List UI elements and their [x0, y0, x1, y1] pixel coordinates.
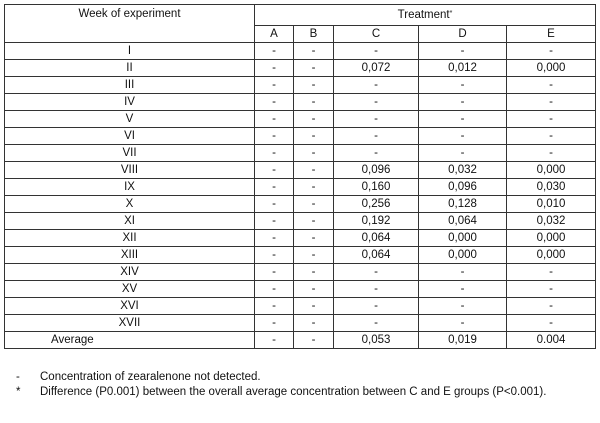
- value-cell-b: -: [294, 230, 334, 247]
- value-cell-b: -: [294, 281, 334, 298]
- value-cell-d: 0,032: [419, 162, 507, 179]
- week-cell: V: [5, 111, 255, 128]
- week-cell: XVI: [5, 298, 255, 315]
- value-cell-a: -: [255, 298, 294, 315]
- value-cell-a: -: [255, 179, 294, 196]
- value-cell-b: -: [294, 298, 334, 315]
- average-label: Average: [5, 332, 255, 349]
- average-cell-e: 0.004: [507, 332, 596, 349]
- value-cell-c: 0,096: [334, 162, 419, 179]
- value-cell-e: -: [507, 43, 596, 60]
- value-cell-b: -: [294, 111, 334, 128]
- group-header-d: D: [419, 26, 507, 43]
- week-cell: VII: [5, 145, 255, 162]
- value-cell-a: -: [255, 162, 294, 179]
- table-row: [5, 162, 596, 179]
- value-cell-c: -: [334, 264, 419, 281]
- week-cell: II: [5, 60, 255, 77]
- table-row: [5, 128, 596, 145]
- average-cell-b: -: [294, 332, 334, 349]
- value-cell-c: -: [334, 94, 419, 111]
- table-row: [5, 77, 596, 94]
- footnote-symbol: *: [16, 386, 21, 398]
- value-cell-c: -: [334, 111, 419, 128]
- value-cell-d: -: [419, 315, 507, 332]
- table-row: [5, 60, 596, 77]
- value-cell-e: -: [507, 281, 596, 298]
- average-cell-a: -: [255, 332, 294, 349]
- value-cell-e: -: [507, 111, 596, 128]
- table-row: [5, 43, 596, 60]
- week-cell: XII: [5, 230, 255, 247]
- value-cell-b: -: [294, 196, 334, 213]
- value-cell-e: 0,000: [507, 162, 596, 179]
- week-cell: VIII: [5, 162, 255, 179]
- value-cell-d: -: [419, 128, 507, 145]
- table-row: [5, 94, 596, 111]
- value-cell-b: -: [294, 179, 334, 196]
- value-cell-d: 0,128: [419, 196, 507, 213]
- treatment-footnote-mark: *: [449, 9, 453, 17]
- value-cell-c: 0,192: [334, 213, 419, 230]
- value-cell-d: -: [419, 77, 507, 94]
- table-row: [5, 247, 596, 264]
- value-cell-d: 0,000: [419, 230, 507, 247]
- value-cell-e: -: [507, 128, 596, 145]
- value-cell-d: -: [419, 264, 507, 281]
- week-column-label: Week of experiment: [78, 8, 181, 20]
- value-cell-e: 0,010: [507, 196, 596, 213]
- value-cell-b: -: [294, 213, 334, 230]
- value-cell-d: -: [419, 94, 507, 111]
- value-cell-d: -: [419, 281, 507, 298]
- footnote-text: Concentration of zearalenone not detected.: [40, 371, 261, 383]
- value-cell-b: -: [294, 162, 334, 179]
- value-cell-b: -: [294, 43, 334, 60]
- table-row: [5, 213, 596, 230]
- value-cell-d: 0,012: [419, 60, 507, 77]
- table-row: [5, 179, 596, 196]
- value-cell-c: -: [334, 315, 419, 332]
- value-cell-a: -: [255, 128, 294, 145]
- value-cell-e: -: [507, 315, 596, 332]
- table-row: [5, 315, 596, 332]
- value-cell-c: -: [334, 281, 419, 298]
- week-cell: III: [5, 77, 255, 94]
- value-cell-d: 0,096: [419, 179, 507, 196]
- treatment-column-label: Treatment: [397, 8, 450, 21]
- value-cell-e: -: [507, 264, 596, 281]
- week-cell: X: [5, 196, 255, 213]
- group-header-e: E: [507, 26, 596, 43]
- average-cell-d: 0,019: [419, 332, 507, 349]
- week-cell: IV: [5, 94, 255, 111]
- value-cell-b: -: [294, 247, 334, 264]
- table-body: [5, 43, 596, 349]
- table-row: [5, 111, 596, 128]
- week-cell: XIV: [5, 264, 255, 281]
- week-cell: XV: [5, 281, 255, 298]
- value-cell-a: -: [255, 77, 294, 94]
- average-cell-c: 0,053: [334, 332, 419, 349]
- table-row: [5, 230, 596, 247]
- value-cell-a: -: [255, 60, 294, 77]
- footnotes: [16, 370, 596, 400]
- week-cell: VI: [5, 128, 255, 145]
- value-cell-c: 0,064: [334, 230, 419, 247]
- value-cell-a: -: [255, 264, 294, 281]
- value-cell-b: -: [294, 145, 334, 162]
- table-row: [5, 264, 596, 281]
- week-cell: XIII: [5, 247, 255, 264]
- value-cell-b: -: [294, 264, 334, 281]
- value-cell-e: -: [507, 94, 596, 111]
- value-cell-c: 0,064: [334, 247, 419, 264]
- group-header-a: A: [255, 26, 294, 43]
- results-table: [4, 4, 596, 349]
- value-cell-b: -: [294, 77, 334, 94]
- value-cell-a: -: [255, 315, 294, 332]
- treatment-column-header: [255, 5, 596, 26]
- value-cell-c: -: [334, 128, 419, 145]
- value-cell-d: -: [419, 145, 507, 162]
- value-cell-a: -: [255, 111, 294, 128]
- value-cell-b: -: [294, 128, 334, 145]
- average-row: [5, 332, 596, 349]
- value-cell-c: -: [334, 298, 419, 315]
- value-cell-a: -: [255, 281, 294, 298]
- value-cell-a: -: [255, 196, 294, 213]
- value-cell-a: -: [255, 230, 294, 247]
- value-cell-a: -: [255, 247, 294, 264]
- value-cell-c: -: [334, 145, 419, 162]
- value-cell-c: 0,072: [334, 60, 419, 77]
- table-row: [5, 145, 596, 162]
- value-cell-e: 0,000: [507, 247, 596, 264]
- value-cell-a: -: [255, 43, 294, 60]
- value-cell-c: -: [334, 43, 419, 60]
- value-cell-c: 0,160: [334, 179, 419, 196]
- value-cell-d: 0,000: [419, 247, 507, 264]
- value-cell-e: 0,000: [507, 60, 596, 77]
- week-cell: XI: [5, 213, 255, 230]
- week-cell: IX: [5, 179, 255, 196]
- value-cell-e: 0,000: [507, 230, 596, 247]
- value-cell-d: -: [419, 43, 507, 60]
- group-header-b: B: [294, 26, 334, 43]
- value-cell-e: -: [507, 298, 596, 315]
- value-cell-c: 0,256: [334, 196, 419, 213]
- value-cell-b: -: [294, 315, 334, 332]
- week-cell: XVII: [5, 315, 255, 332]
- value-cell-c: -: [334, 77, 419, 94]
- footnote-difference: [16, 385, 596, 399]
- week-column-header: [5, 5, 255, 43]
- value-cell-e: 0,030: [507, 179, 596, 196]
- footnote-symbol: -: [16, 371, 20, 383]
- value-cell-b: -: [294, 94, 334, 111]
- value-cell-d: -: [419, 298, 507, 315]
- value-cell-e: -: [507, 77, 596, 94]
- table-row: [5, 196, 596, 213]
- value-cell-d: -: [419, 111, 507, 128]
- value-cell-e: -: [507, 145, 596, 162]
- value-cell-b: -: [294, 60, 334, 77]
- table-row: [5, 298, 596, 315]
- value-cell-a: -: [255, 94, 294, 111]
- value-cell-d: 0,064: [419, 213, 507, 230]
- footnote-not-detected: [16, 370, 596, 384]
- group-header-c: C: [334, 26, 419, 43]
- week-cell: I: [5, 43, 255, 60]
- value-cell-a: -: [255, 213, 294, 230]
- value-cell-e: 0,032: [507, 213, 596, 230]
- header-row: [5, 5, 596, 26]
- table-row: [5, 281, 596, 298]
- footnote-text: Difference (P0.001) between the overall average concentration between C and E groups (P<0.001).: [40, 386, 547, 398]
- value-cell-a: -: [255, 145, 294, 162]
